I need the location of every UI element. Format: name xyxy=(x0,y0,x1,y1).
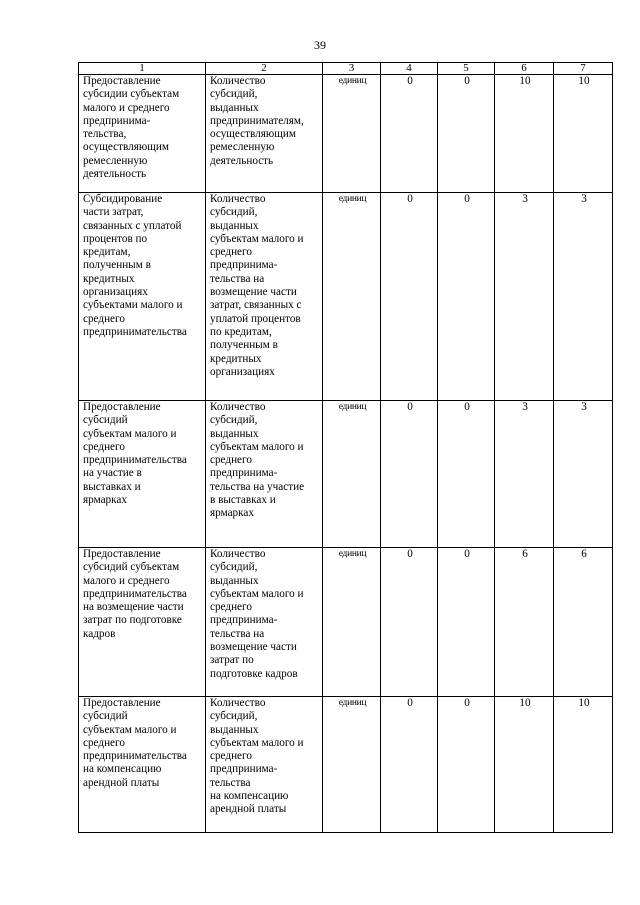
value-cell: 10 xyxy=(554,75,613,193)
column-header: 1 xyxy=(79,63,206,75)
column-header: 5 xyxy=(438,63,495,75)
unit-cell: единиц xyxy=(323,548,381,697)
value-cell: 10 xyxy=(495,75,554,193)
unit-cell: единиц xyxy=(323,193,381,401)
event-cell: Предоставление субсидий субъектам малого и среднего предпринимательства на компенсацию арендной платы xyxy=(79,697,206,833)
table-row xyxy=(79,401,613,548)
event-cell: Предоставление субсидий субъектам малого и среднего предпринимательства на возмещение части затрат по подготовке кадров xyxy=(79,548,206,697)
indicator-cell: Количество субсидий, выданных предпринимателям, осуществляющим ремесленную деятельность xyxy=(206,75,323,193)
value-cell: 10 xyxy=(554,697,613,833)
value-cell: 0 xyxy=(381,193,438,401)
event-cell: Субсидирование части затрат, связанных с уплатой процентов по кредитам, полученным в кредитных организациях субъектами малого и среднего предпринимательства xyxy=(79,193,206,401)
value-cell: 3 xyxy=(495,193,554,401)
table-row xyxy=(79,75,613,193)
event-cell: Предоставление субсидий субъектам малого и среднего предпринимательства на участие в выставках и ярмарках xyxy=(79,401,206,548)
header-row xyxy=(79,63,613,75)
value-cell: 0 xyxy=(381,548,438,697)
indicator-cell: Количество субсидий, выданных субъектам малого и среднего предпринима- тельства на компенсацию арендной платы xyxy=(206,697,323,833)
column-header: 6 xyxy=(495,63,554,75)
value-cell: 6 xyxy=(554,548,613,697)
column-header: 3 xyxy=(323,63,381,75)
value-cell: 0 xyxy=(438,193,495,401)
value-cell: 3 xyxy=(495,401,554,548)
value-cell: 10 xyxy=(495,697,554,833)
unit-cell: единиц xyxy=(323,401,381,548)
value-cell: 0 xyxy=(438,75,495,193)
unit-cell: единиц xyxy=(323,75,381,193)
column-header: 7 xyxy=(554,63,613,75)
value-cell: 0 xyxy=(438,548,495,697)
unit-cell: единиц xyxy=(323,697,381,833)
indicators-table xyxy=(78,62,613,833)
value-cell: 0 xyxy=(438,697,495,833)
indicator-cell: Количество субсидий, выданных субъектам малого и среднего предпринима- тельства на возмещение части затрат по подготовке кадров xyxy=(206,548,323,697)
indicator-cell: Количество субсидий, выданных субъектам малого и среднего предпринима- тельства на возмещение части затрат, связанных с уплатой процентов по кредитам, полученным в кредитных организациях xyxy=(206,193,323,401)
table-row xyxy=(79,697,613,833)
event-cell: Предоставление субсидии субъектам малого и среднего предпринима- тельства, осуществляющим ремесленную деятельность xyxy=(79,75,206,193)
value-cell: 0 xyxy=(438,401,495,548)
value-cell: 0 xyxy=(381,75,438,193)
indicator-cell: Количество субсидий, выданных субъектам малого и среднего предпринима- тельства на участие в выставках и ярмарках xyxy=(206,401,323,548)
column-header: 4 xyxy=(381,63,438,75)
value-cell: 6 xyxy=(495,548,554,697)
column-header: 2 xyxy=(206,63,323,75)
value-cell: 0 xyxy=(381,401,438,548)
value-cell: 3 xyxy=(554,193,613,401)
page-number: 39 xyxy=(314,38,326,52)
table-row xyxy=(79,193,613,401)
value-cell: 3 xyxy=(554,401,613,548)
table-row xyxy=(79,548,613,697)
value-cell: 0 xyxy=(381,697,438,833)
